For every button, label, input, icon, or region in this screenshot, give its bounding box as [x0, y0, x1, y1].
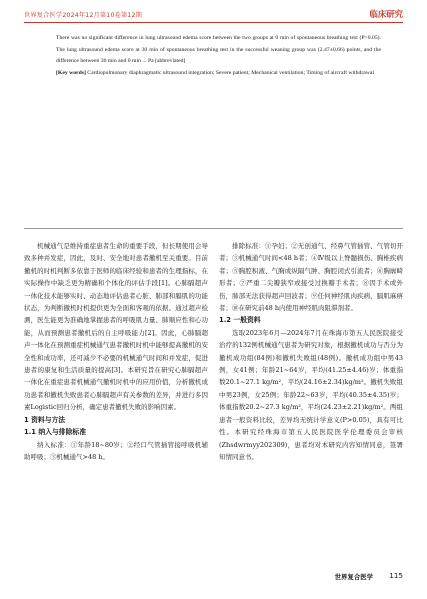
subsection-heading-criteria: 1.1 纳入与排除标准 [24, 428, 86, 437]
subsection-heading-general-data: 1.2 一般资料 [219, 316, 261, 325]
left-column [24, 240, 208, 463]
page-footer [24, 570, 403, 584]
abstract-divider [24, 228, 403, 229]
intro-paragraph: 机械通气是维持重症患者生命的重要手段，但长期使用会导致多种并发症，因此，及时、安全地对患者撤机至关重要。目前撤机的时机判断多依靠于医师的临床经验和患者的生理指标，在实际操作中缺乏更为精确和个体化的评估手段[1]。心肺膈超声一体化技术能够实时、动态地评估患者心脏、肺部和膈肌的功能状态，为判断撤机时机提供更为全面和客观的依据。通过超声检测，医生能更为准确地掌握患者的呼吸肌力量、肺顺应性和心功能，从而预测患者撤机后的自主呼吸能力[2]。因此，心肺膈超声一体化在预测重症机械通气患者撤机时机中能够提高撤机的安全性和成功率，还可减少不必要的机械通气时间和并发症，促进患者的康复和生活质量的提高[3]。本研究旨在研究心肺膈超声一体化在重症患者机械通气撤机时机中的应用价值，分析撤机成功患者和撤机失败患者心肺膈超声有关参数的差异，并进行多因素Logistic回归分析，确定患者撤机失败的影响因素。 [24, 242, 208, 412]
header-divider [24, 22, 403, 23]
section-heading-materials-methods: 1 资料与方法 [24, 415, 66, 424]
section-title: 临床研究 [369, 9, 403, 19]
english-abstract [56, 33, 381, 80]
footer-journal-name: 世界复合医学 [334, 573, 373, 581]
keywords-line [56, 68, 381, 80]
page-header [24, 8, 403, 22]
exclusion-criteria: 排除标准：①孕妇；②无创通气、经鼻气管插管、气管切开者；③机械通气时间<48 h者；④Ⅳ级以上脊髓损伤、胸椎疾病者；⑤胸腔积液、气胸或纵隔气肿、胸腔闭式引流者；⑥胸廓畸形者；⑦严重二尖瓣狭窄或接受过换瓣手术者；⑧因手术或外伤，肺部无法获得超声回波者；⑨任何神经肌肉疾病、膈肌麻痹者；⑩在研究前48 h内使用神经肌肉阻滞剂者。 [219, 242, 403, 313]
abstract-paragraph: There was no significant difference in lung ultrasound edema score between the two groups at 0 min of spontaneous breathing test (P>0.05). The lung ultrasound edema score at 30 min of spontaneous breathing test in the successful weaning group was (2.47±0.66) points, and the difference between 30 min and 0 min ... Pa [abbreviated] [56, 35, 381, 65]
page-number: 115 [389, 571, 403, 580]
keywords-label: [Key words] [56, 70, 86, 77]
general-data-paragraph: 选取2023年6月—2024年7月在珠海市第五人民医院接受治疗的132例机械通气患者为研究对象，根据撤机成功与否分为撤机成功组(84例)和撤机失败组(48例)。撤机成功组中男43例，女41例；年龄21~64岁，平均(41.25±4.46)岁；体重指数20.1~27.1 kg/m²，平均(24.16±2.34)kg/m²。撤机失败组中男23例，女25例；年龄22~63岁，平均(40.35±4.35)岁；体重指数20.2~27.3 kg/m²，平均(24.23±2.21)kg/m²。两组患者一般资料比较，差异均无统计学意义(P>0.05)，具有可比性。本研究经珠海市第五人民医院医学伦理委员会审核(Zhsdwrmyy202309)，患者均对本研究内容知情同意，签署知情同意书。 [219, 328, 403, 461]
inclusion-criteria: 纳入标准：①年龄18~80岁；②经口气管插管接呼吸机辅助呼吸；③机械通气>48 h。 [24, 440, 208, 461]
journal-issue: 世界复合医学2024年12月第10卷第12期 [24, 12, 143, 19]
keywords-text: Cardiopulmonary diaphragmatic ultrasound integration; Severe patient; Mechanical ventilation; Timing of aircraft withdrawal [87, 70, 374, 77]
right-column [219, 240, 403, 463]
